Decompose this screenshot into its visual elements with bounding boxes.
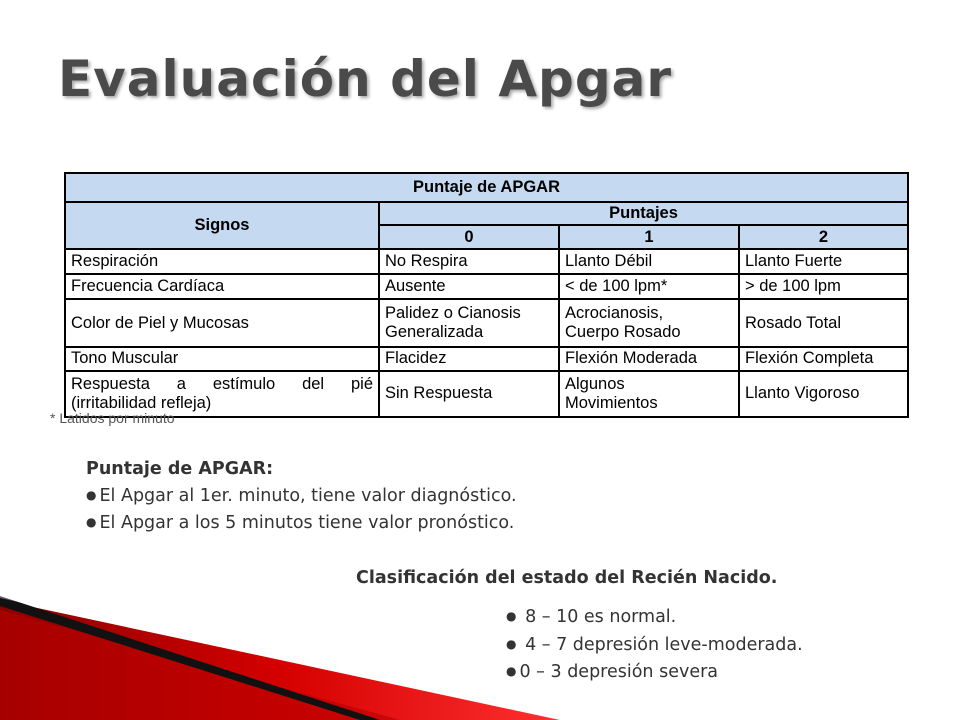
cell-line: Acrocianosis,	[565, 304, 664, 323]
table-caption: Puntaje de APGAR	[65, 173, 908, 202]
apgar-table	[64, 172, 909, 418]
row-score-0: No Respira	[379, 249, 559, 274]
table-row	[65, 249, 908, 274]
cell-line: Cuerpo Rosado	[565, 323, 681, 342]
row-score-0: Ausente	[379, 274, 559, 299]
list-item	[86, 482, 517, 509]
cropped-footnote	[50, 410, 290, 427]
puntajes-header: Puntajes	[379, 202, 908, 225]
row-score-2: Llanto Vigoroso	[739, 371, 908, 417]
bullet-icon: ●	[86, 488, 97, 502]
footnote-text: * Latidos por minuto	[50, 410, 175, 426]
cell-line: Generalizada	[385, 323, 484, 342]
red-ribbon-decoration	[0, 590, 560, 720]
list-item-text: 4 – 7 depresión leve-moderada.	[525, 634, 803, 655]
row-sign: Color de Piel y Mucosas	[65, 299, 379, 346]
cell-line: Palidez o Cianosis	[385, 304, 521, 323]
list-item-text: 8 – 10 es normal.	[525, 607, 677, 627]
row-score-0	[379, 299, 559, 346]
row-score-2: Flexión Completa	[739, 347, 908, 371]
row-sign: Respiración	[65, 249, 379, 274]
row-sign: Tono Muscular	[65, 347, 379, 371]
list-item-text: El Apgar al 1er. minuto, tiene valor diagnóstico.	[99, 486, 517, 506]
bullet-icon: ●	[506, 664, 517, 678]
table-row	[65, 274, 908, 299]
score-header-1: 1	[559, 225, 739, 249]
cell-line: Movimientos	[565, 393, 658, 412]
bullet-icon: ●	[506, 609, 517, 623]
table-row	[65, 371, 908, 417]
cell-line: (irritabilidad refleja)	[71, 393, 212, 412]
row-score-0: Flacidez	[379, 347, 559, 371]
row-score-1: Llanto Débil	[559, 249, 739, 274]
row-score-1: Flexión Moderada	[559, 347, 739, 371]
apgar-notes	[86, 456, 517, 536]
apgar-table-container	[64, 172, 907, 418]
bullet-icon: ●	[86, 515, 97, 529]
cell-line: Respuesta a estímulo del pié	[71, 374, 373, 393]
row-score-1	[559, 299, 739, 346]
row-score-2: > de 100 lpm	[739, 274, 908, 299]
row-sign: Frecuencia Cardíaca	[65, 274, 379, 299]
signos-header: Signos	[65, 202, 379, 249]
row-score-2: Rosado Total	[739, 299, 908, 346]
list-item	[86, 509, 517, 536]
list-item-text: El Apgar a los 5 minutos tiene valor pronóstico.	[99, 513, 515, 533]
notes-heading: Puntaje de APGAR:	[86, 459, 274, 479]
row-score-1: < de 100 lpm*	[559, 274, 739, 299]
table-row	[65, 347, 908, 371]
bullet-icon: ●	[506, 636, 517, 651]
cell-line: Algunos	[565, 374, 625, 393]
row-score-2: Llanto Fuerte	[739, 249, 908, 274]
page-title: Evaluación del Apgar	[58, 50, 673, 108]
list-item-text: 0 – 3 depresión severa	[519, 662, 719, 682]
score-header-2: 2	[739, 225, 908, 249]
row-score-0: Sin Respuesta	[379, 371, 559, 417]
row-score-1	[559, 371, 739, 417]
table-row	[65, 299, 908, 346]
classification-heading: Clasificación del estado del Recién Nacido.	[356, 568, 778, 588]
score-header-0: 0	[379, 225, 559, 249]
